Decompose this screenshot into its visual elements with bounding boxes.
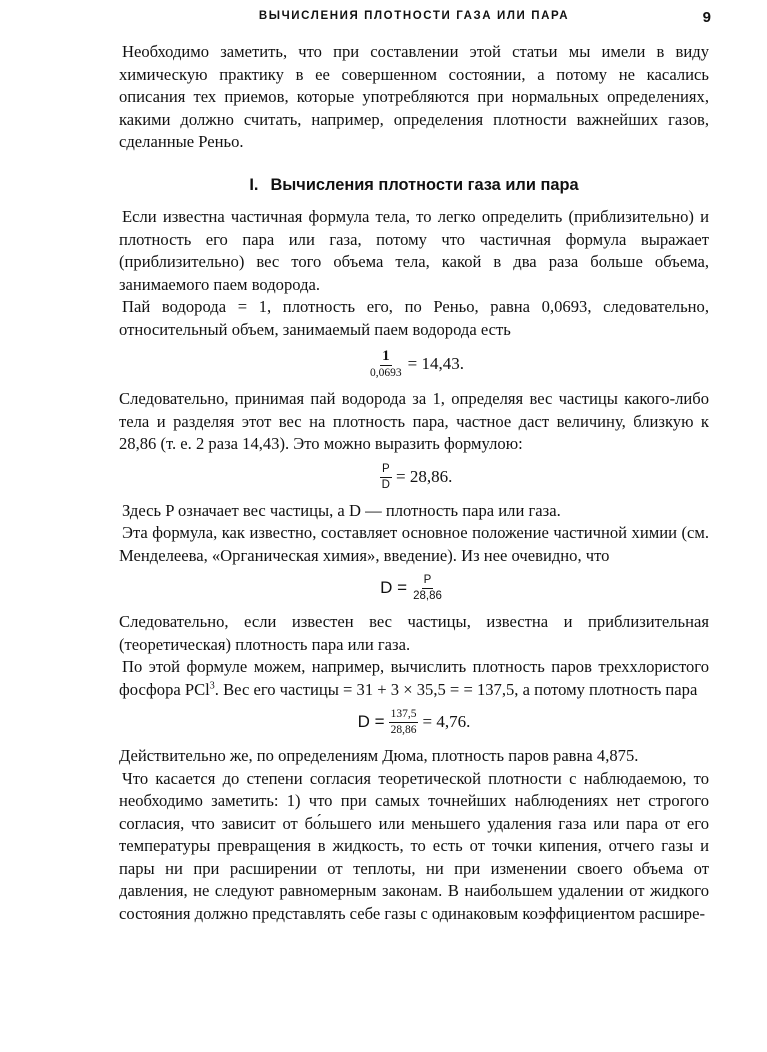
fraction-2-denominator: D: [381, 478, 390, 491]
section-number: I.: [249, 175, 259, 194]
formula-3: [119, 574, 709, 603]
fraction-4-numerator: 137,5: [389, 708, 419, 723]
paragraph-3: Следовательно, принимая пай водорода за 1, определяя вес частицы какого-либо тела и разделяя этот вес на плотность пара, частное даст величину, близкую к 28,86 (т. е. 2 раза 14,43). Это можно выразить формулою:: [119, 389, 709, 453]
fraction-4: [389, 708, 419, 737]
formula-1-result: = 14,43.: [407, 353, 464, 373]
intro-paragraph: Необходимо заметить, что при составлении этой статьи мы имели в виду химическую практику в ее совершенном состоянии, а потому не касались описания тех приемов, которые употребляются при нормальных определениях, какими должно считать, например, определения плотности важнейших газов, сделанные Реньо.: [119, 42, 709, 151]
fraction-3-numerator: P: [422, 574, 434, 589]
formula-4-lhs: D =: [357, 712, 385, 732]
fraction-3-denominator: 28,86: [413, 590, 442, 602]
paragraph-8: Действительно же, по определениям Дюма, плотность паров равна 4,875.: [119, 746, 639, 765]
fraction-4-denominator: 28,86: [390, 724, 417, 736]
section-title: Вычисления плотности газа или пара: [270, 175, 579, 194]
page-number: 9: [702, 9, 711, 26]
paragraph-7-after: . Вес его частицы = 31 + 3 × 35,5 = = 137,5, а потому плотность пара: [214, 679, 698, 699]
page-header: [119, 10, 709, 30]
paragraph-9: Что касается до степени согласия теоретической плотности с наблюдаемою, то необходимо заметить: 1) что при самых точнейших наблюдениях нет строгого согласия, что зависит от бо́льшего или меньшего удаления газа или пара от его температуры превращения в жидкость, то есть от точки кипения, отчего газы и пары ни при расширении от теплоты, ни при изменении своего объема от давления, не следуют равномерным законам. В наибольшем удалении от жидкого состояния должно представлять себе газы с одинаковым коэффициентом расшире-: [119, 768, 709, 923]
fraction-1: [368, 348, 404, 380]
paragraph-4: Здесь P означает вес частицы, а D — плотность пара или газа.: [122, 500, 561, 520]
fraction-2-numerator: P: [380, 463, 392, 478]
running-head: ВЫЧИСЛЕНИЯ ПЛОТНОСТИ ГАЗА ИЛИ ПАРА: [258, 10, 570, 22]
fraction-2: [380, 463, 392, 492]
paragraph-6: Следовательно, если известен вес частицы, известна и приблизительная (теоретическая) плотность пара или газа.: [119, 612, 709, 654]
formula-2: [119, 463, 709, 492]
formula-3-lhs: D =: [380, 578, 408, 598]
paragraph-7-superscript: 3: [209, 679, 215, 691]
paragraph-7: [119, 656, 709, 701]
page-body: [119, 41, 709, 925]
paragraph-7-before: По этой формуле можем, например, вычислить плотность паров треххлористого фосфора PCl: [119, 657, 709, 699]
fraction-1-denominator: 0,0693: [370, 367, 402, 379]
formula-4: [119, 708, 709, 737]
paragraph-5: Эта формула, как известно, составляет основное положение частичной химии (см. Менделеева, «Органическая химия», введение). Из нее очевидно, что: [119, 523, 709, 565]
paragraph-2: Пай водорода = 1, плотность его, по Реньо, равна 0,0693, следовательно, относительный объем, занимаемый паем водорода есть: [119, 297, 709, 339]
fraction-3: [411, 574, 444, 603]
fraction-1-numerator: 1: [382, 348, 390, 364]
formula-1: [119, 348, 709, 380]
paragraph-1: Если известна частичная формула тела, то легко определить (приблизительно) и плотность его пара или газа, потому что частичная формула выражает (приблизительно) вес того объема тела, какой в два раза больше объема, занимаемого паем водорода.: [119, 207, 709, 294]
formula-4-result: = 4,76.: [422, 712, 471, 732]
section-heading: [119, 174, 709, 197]
formula-2-result: = 28,86.: [395, 466, 453, 486]
